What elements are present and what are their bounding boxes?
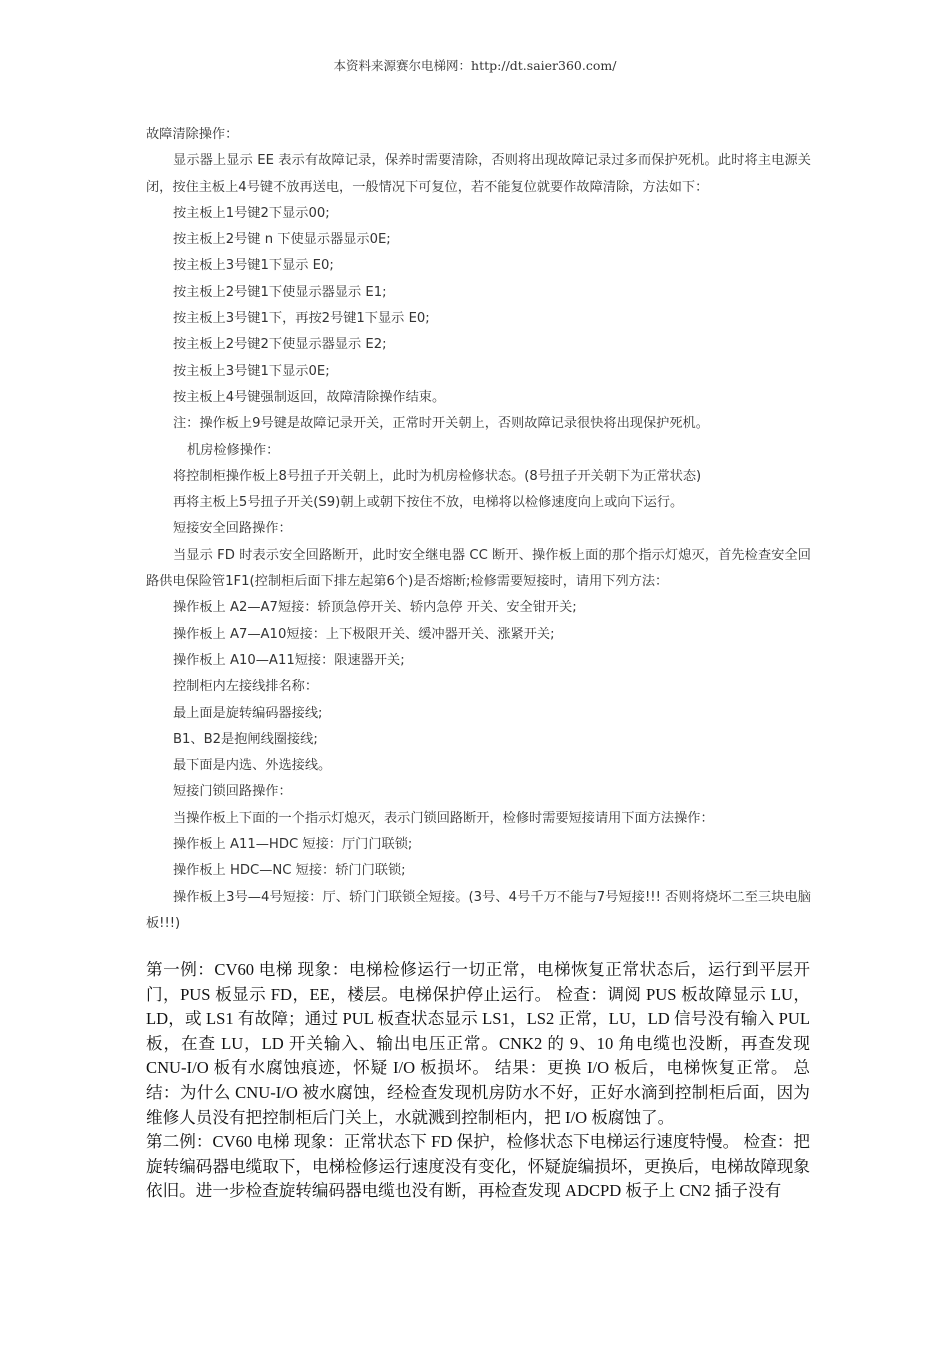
fault-clear-step: 按主板上3号键1下显示0E;: [173, 363, 330, 379]
fault-clear-step: 按主板上1号键2下显示00;: [173, 205, 330, 221]
safety-short-line: B1、B2是抱闸线圈接线;: [173, 731, 318, 747]
machine-room-line: 再将主板上5号扭子开关(S9)朝上或朝下按住不放，电梯将以检修速度向上或向下运行。: [173, 495, 684, 511]
source-header: 本资料来源赛尔电梯网：http://dt.saier360.com/: [333, 58, 617, 73]
safety-short-line: 控制柜内左接线排名称：: [173, 679, 319, 695]
fault-clear-step: 按主板上2号键 n 下使显示器显示0E;: [173, 232, 391, 248]
case-paragraph: 第二例：CV60 电梯 现象：正常状态下 FD 保护，检修状态下电梯运行速度特慢。 检查：把旋转编码器电缆取下，电梯检修运行速度没有变化，怀疑旋编损坏，更换后，电梯故障现象依旧。进一步检查旋转编码器电缆也没有断，再检查发现 ADCPD 板子上 CN2 插子没有: [146, 1132, 810, 1201]
fault-clear-step: 按主板上2号键1下使显示器显示 E1;: [173, 284, 387, 300]
safety-short-intro: 当显示 FD 时表示安全回路断开，此时安全继电器 CC 断开、操作板上面的那个指示灯熄灭，首先检查安全回路供电保险管1F1(控制柜后面下排左起第6个)是否熔断;检修需要短接时，请用下列方法：: [146, 547, 811, 590]
procedures-section: [146, 122, 811, 937]
safety-short-line: 最上面是旋转编码器接线;: [173, 705, 323, 721]
machine-room-title: 机房检修操作：: [187, 442, 280, 458]
fault-clear-note: 注：操作板上9号键是故障记录开关，正常时开关朝上，否则故障记录很快将出现保护死机。: [173, 416, 709, 432]
fault-clear-step: 按主板上3号键1下显示 E0;: [173, 258, 334, 274]
door-short-last: 操作板上3号—4号短接：厅、轿门门联锁全短接。(3号、4号千万不能与7号短接!!! 否则将烧坏二至三块电脑板!!!): [146, 889, 811, 931]
fault-clear-title: 故障清除操作：: [146, 127, 239, 142]
safety-short-line: 操作板上 A10—A11短接：限速器开关;: [173, 652, 405, 668]
safety-short-line: 操作板上 A2—A7短接：轿顶急停开关、轿内急停 开关、安全钳开关;: [173, 600, 577, 616]
door-short-line: 当操作板上下面的一个指示灯熄灭，表示门锁回路断开，检修时需要短接请用下面方法操作：: [173, 810, 714, 826]
door-short-line: 操作板上 HDC—NC 短接：轿门门联锁;: [173, 863, 406, 879]
case-examples: [146, 958, 810, 1204]
safety-short-title: 短接安全回路操作：: [173, 521, 292, 537]
case-paragraph: 第一例：CV60 电梯 现象：电梯检修运行一切正常，电梯恢复正常状态后，运行到平层开门，PUS 板显示 FD，EE，楼层。电梯保护停止运行。 检查：调阅 PUS 板故障显示 LU，LD，或 LS1 有故障；通过 PUL 板查状态显示 LS1，LS2 正常，LU，LD 信号没有输入 PUL 板，在查 LU，LD 开关输入、输出电压正常。CNK2 的 9、10 角电缆也没断，再查发现 CNU-I/O 板有水腐蚀痕迹，怀疑 I/O 板损坏。 结果：更换 I/O 板后，电梯恢复正常。 总结：为什么 CNU-I/O 被水腐蚀，经检查发现机房防水不好，正好水滴到控制柜后面，因为维修人员没有把控制柜后门关上，水就溅到控制柜内，把 I/O 板腐蚀了。: [146, 960, 810, 1127]
fault-clear-step: 按主板上2号键2下使显示器显示 E2;: [173, 337, 387, 353]
door-short-title: 短接门锁回路操作：: [173, 784, 292, 800]
fault-clear-step: 按主板上3号键1下，再按2号键1下显示 E0;: [173, 311, 430, 327]
safety-short-line: 最下面是内选、外选接线。: [173, 758, 332, 774]
fault-clear-step: 按主板上4号键强制返回，故障清除操作结束。: [173, 389, 446, 405]
safety-short-line: 操作板上 A7—A10短接：上下极限开关、缓冲器开关、涨紧开关;: [173, 626, 555, 642]
door-short-line: 操作板上 A11—HDC 短接：厅门门联锁;: [173, 837, 413, 853]
machine-room-line: 将控制柜操作板上8号扭子开关朝上，此时为机房检修状态。(8号扭子开关朝下为正常状态): [173, 468, 702, 484]
fault-clear-intro: 显示器上显示 EE 表示有故障记录，保养时需要清除，否则将出现故障记录过多而保护死机。此时将主电源关闭，按住主板上4号键不放再送电，一般情况下可复位，若不能复位就要作故障清除，方法如下：: [146, 153, 811, 195]
